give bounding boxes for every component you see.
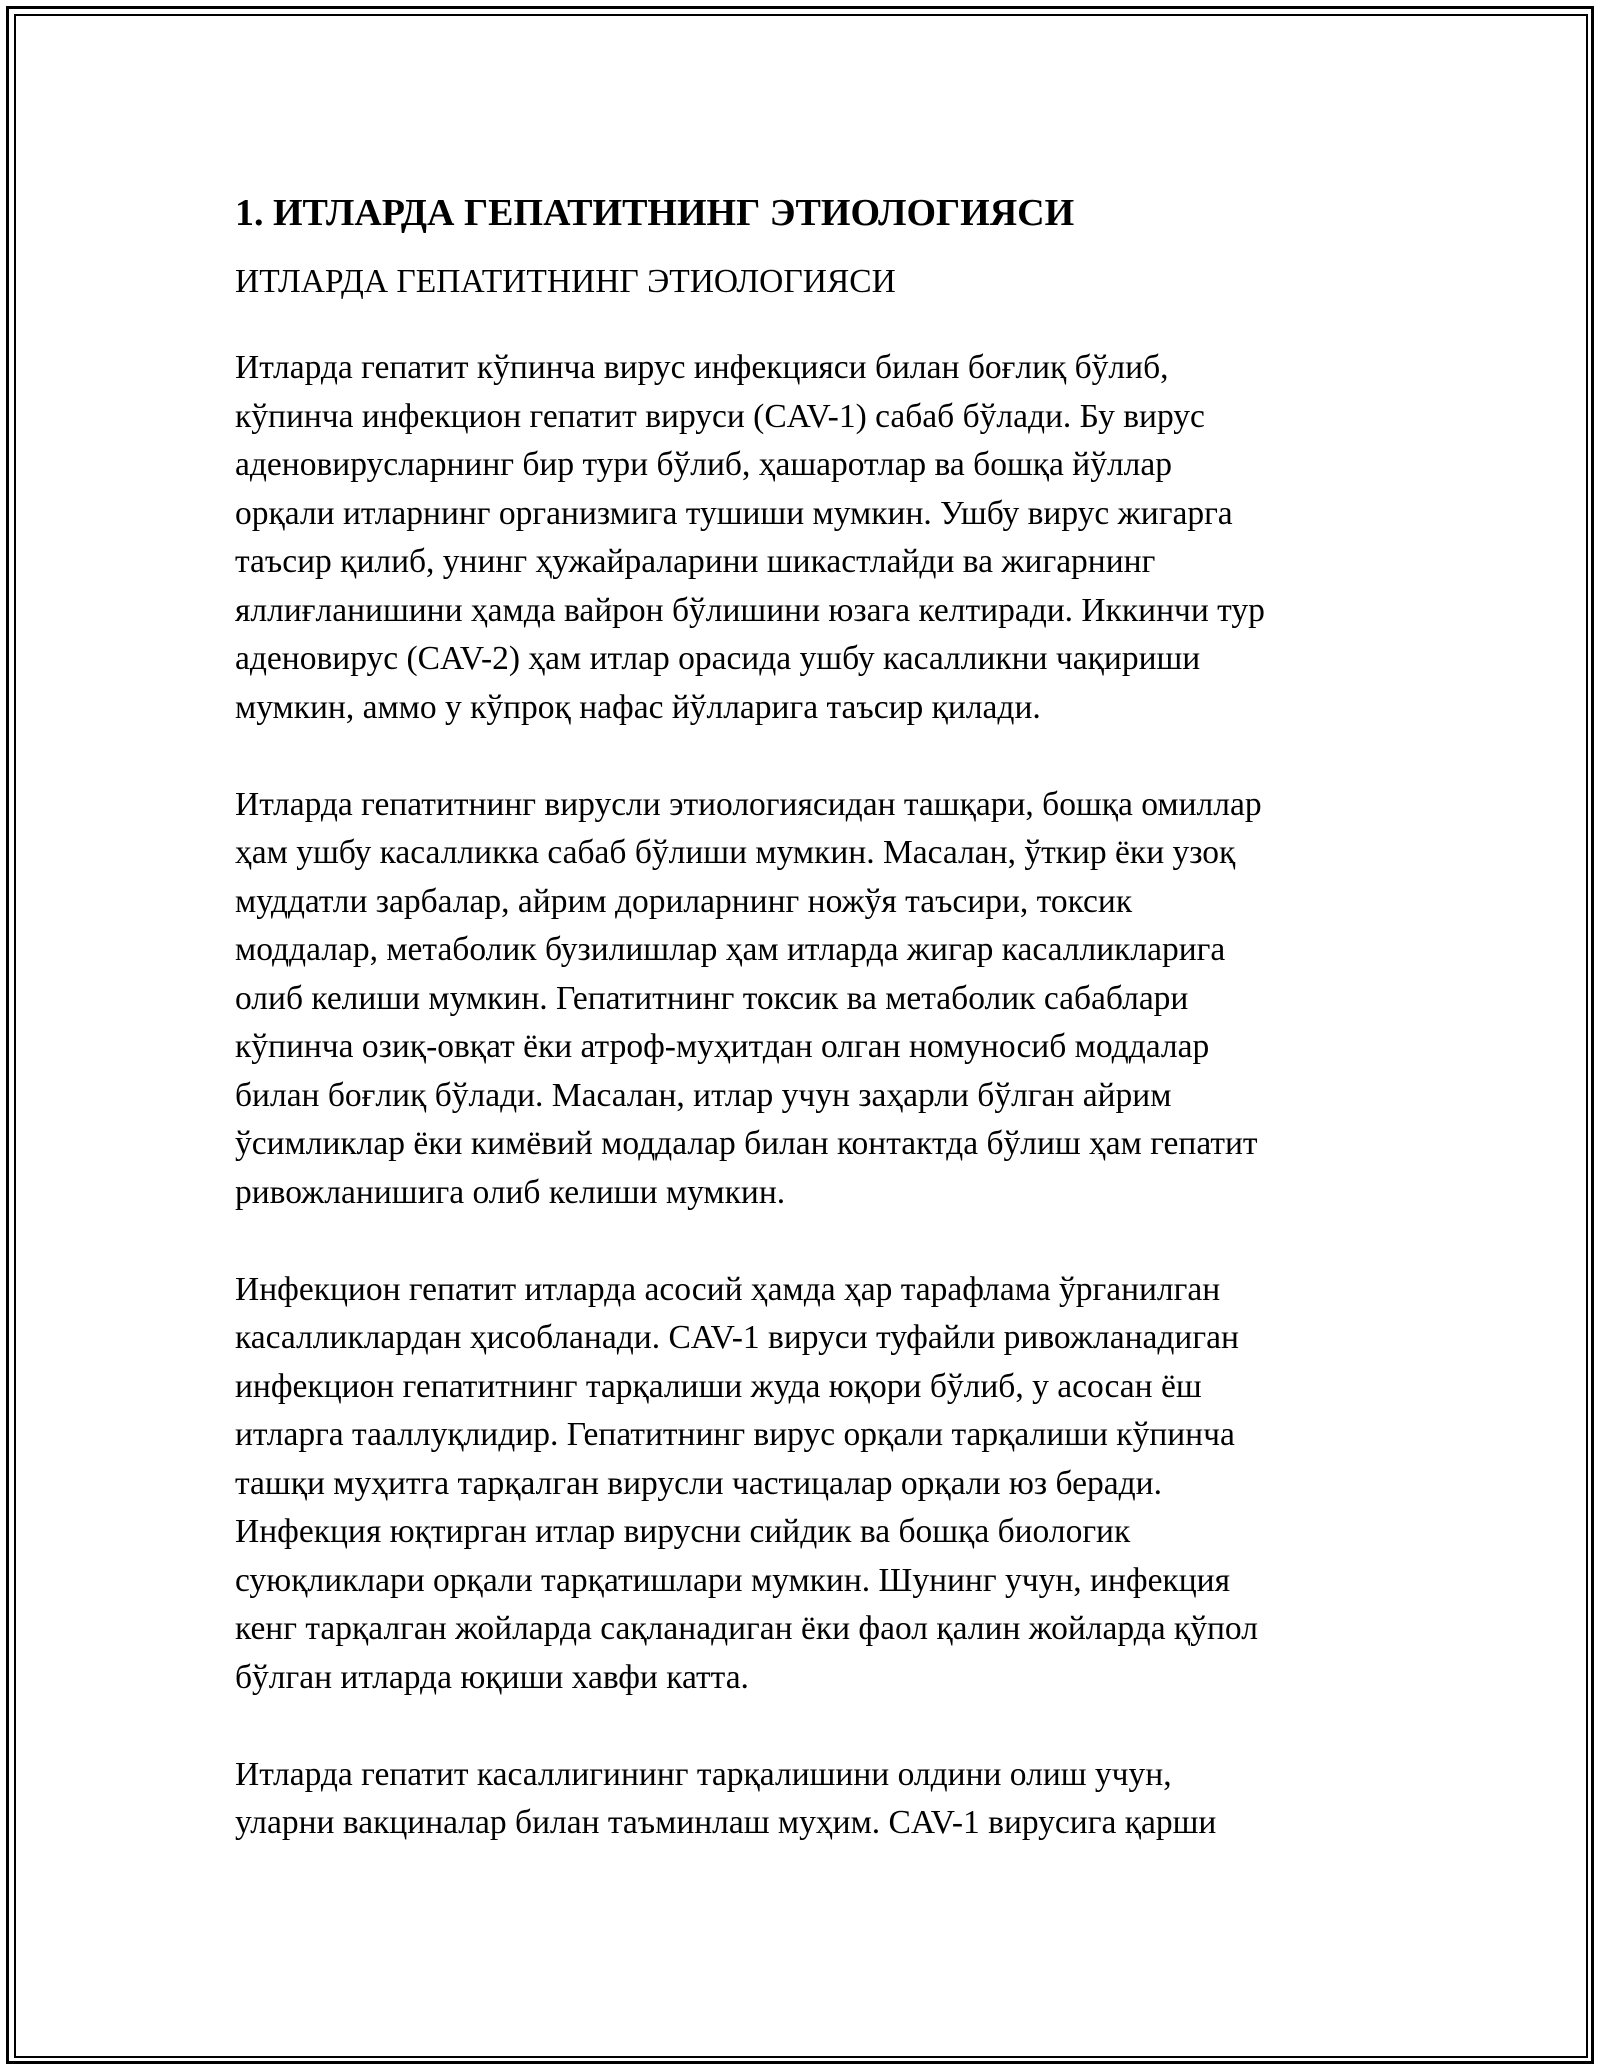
paragraph-line: аденовирус (CAV-2) ҳам итлар орасида ушбу касалликни чақириши [235, 640, 1201, 677]
paragraph-line: Итларда гепатит касаллигининг тарқалишини олдини олиш учун, [235, 1755, 1172, 1793]
paragraph-line: касалликлардан ҳисобланади. CAV-1 вируси туфайли ривожланадиган [235, 1319, 1239, 1356]
section-heading: 1. ИТЛАРДА ГЕПАТИТНИНГ ЭТИОЛОГИЯСИ [235, 192, 1075, 234]
paragraph-line: Инфекция юқтирган итлар вирусни сийдик ва бошқа биологик [235, 1513, 1131, 1550]
paragraph-line: муддатли зарбалар, айрим дориларнинг ножўя таъсири, токсик [235, 882, 1133, 920]
paragraph-line: уларни вакциналар билан таъминлаш муҳим. CAV-1 вирусига қарши [235, 1804, 1217, 1841]
paragraph-line: кўпинча инфекцион гепатит вируси (CAV-1) сабаб бўлади. Бу вирус [235, 397, 1205, 435]
paragraph-line: Инфекцион гепатит итларда асосий ҳамда ҳар тарафлама ўрганилган [235, 1270, 1221, 1308]
paragraph-line: аденовирусларнинг бир тури бўлиб, ҳашаротлар ва бошқа йўллар [235, 446, 1173, 483]
paragraph-line: ўсимликлар ёки кимёвий моддалар билан контактда бўлиш ҳам гепатит [235, 1125, 1258, 1162]
paragraph-line: Итларда гепатитнинг вирусли этиологиясидан ташқари, бошқа омиллар [235, 785, 1262, 823]
document-body [235, 183, 1370, 1848]
paragraph-line: кўпинча озиқ-овқат ёки атроф-муҳитдан олган номуносиб моддалар [235, 1028, 1210, 1065]
paragraph-line: мумкин, аммо у кўпроқ нафас йўлларига таъсир қилади. [235, 688, 1041, 726]
paragraph-line: бўлган итларда юқиши хавфи катта. [235, 1658, 749, 1696]
paragraph-3 [235, 1266, 1370, 1703]
paragraph-line: ривожланишига олиб келиши мумкин. [235, 1173, 786, 1211]
paragraph-line: инфекцион гепатитнинг тарқалиши жуда юқори бўлиб, у асосан ёш [235, 1367, 1202, 1405]
paragraph-2 [235, 781, 1370, 1218]
paragraph-line: олиб келиши мумкин. Гепатитнинг токсик ва метаболик сабаблари [235, 979, 1189, 1017]
paragraph-line: билан боғлиқ бўлади. Масалан, итлар учун заҳарли бўлган айрим [235, 1076, 1172, 1114]
section-subheading: ИТЛАРДА ГЕПАТИТНИНГ ЭТИОЛОГИЯСИ [235, 263, 896, 300]
paragraph-line: таъсир қилиб, унинг ҳужайраларини шикастлайди ва жигарнинг [235, 543, 1156, 580]
paragraph-line: суюқликлари орқали тарқатишлари мумкин. Шунинг учун, инфекция [235, 1561, 1230, 1599]
paragraph-line: итларга тааллуқлидир. Гепатитнинг вирус орқали тарқалиши кўпинча [235, 1416, 1235, 1453]
paragraph-line: ташқи муҳитга тарқалган вирусли частицалар орқали юз беради. [235, 1464, 1162, 1502]
paragraph-line: яллиғланишини ҳамда вайрон бўлишини юзага келтиради. Иккинчи тур [235, 591, 1265, 629]
paragraph-line: Итларда гепатит кўпинча вирус инфекцияси билан боғлиқ бўлиб, [235, 349, 1169, 386]
paragraph-4 [235, 1751, 1370, 1848]
paragraph-line: ҳам ушбу касалликка сабаб бўлиши мумкин. Масалан, ўткир ёки узоқ [235, 834, 1236, 871]
paragraph-line: моддалар, метаболик бузилишлар ҳам итларда жигар касалликларига [235, 931, 1226, 968]
paragraph-1 [235, 344, 1370, 732]
paragraph-line: орқали итларнинг организмига тушиши мумкин. Ушбу вирус жигарга [235, 494, 1233, 532]
paragraph-line: кенг тарқалган жойларда сақланадиган ёки фаол қалин жойларда қўпол [235, 1610, 1258, 1647]
